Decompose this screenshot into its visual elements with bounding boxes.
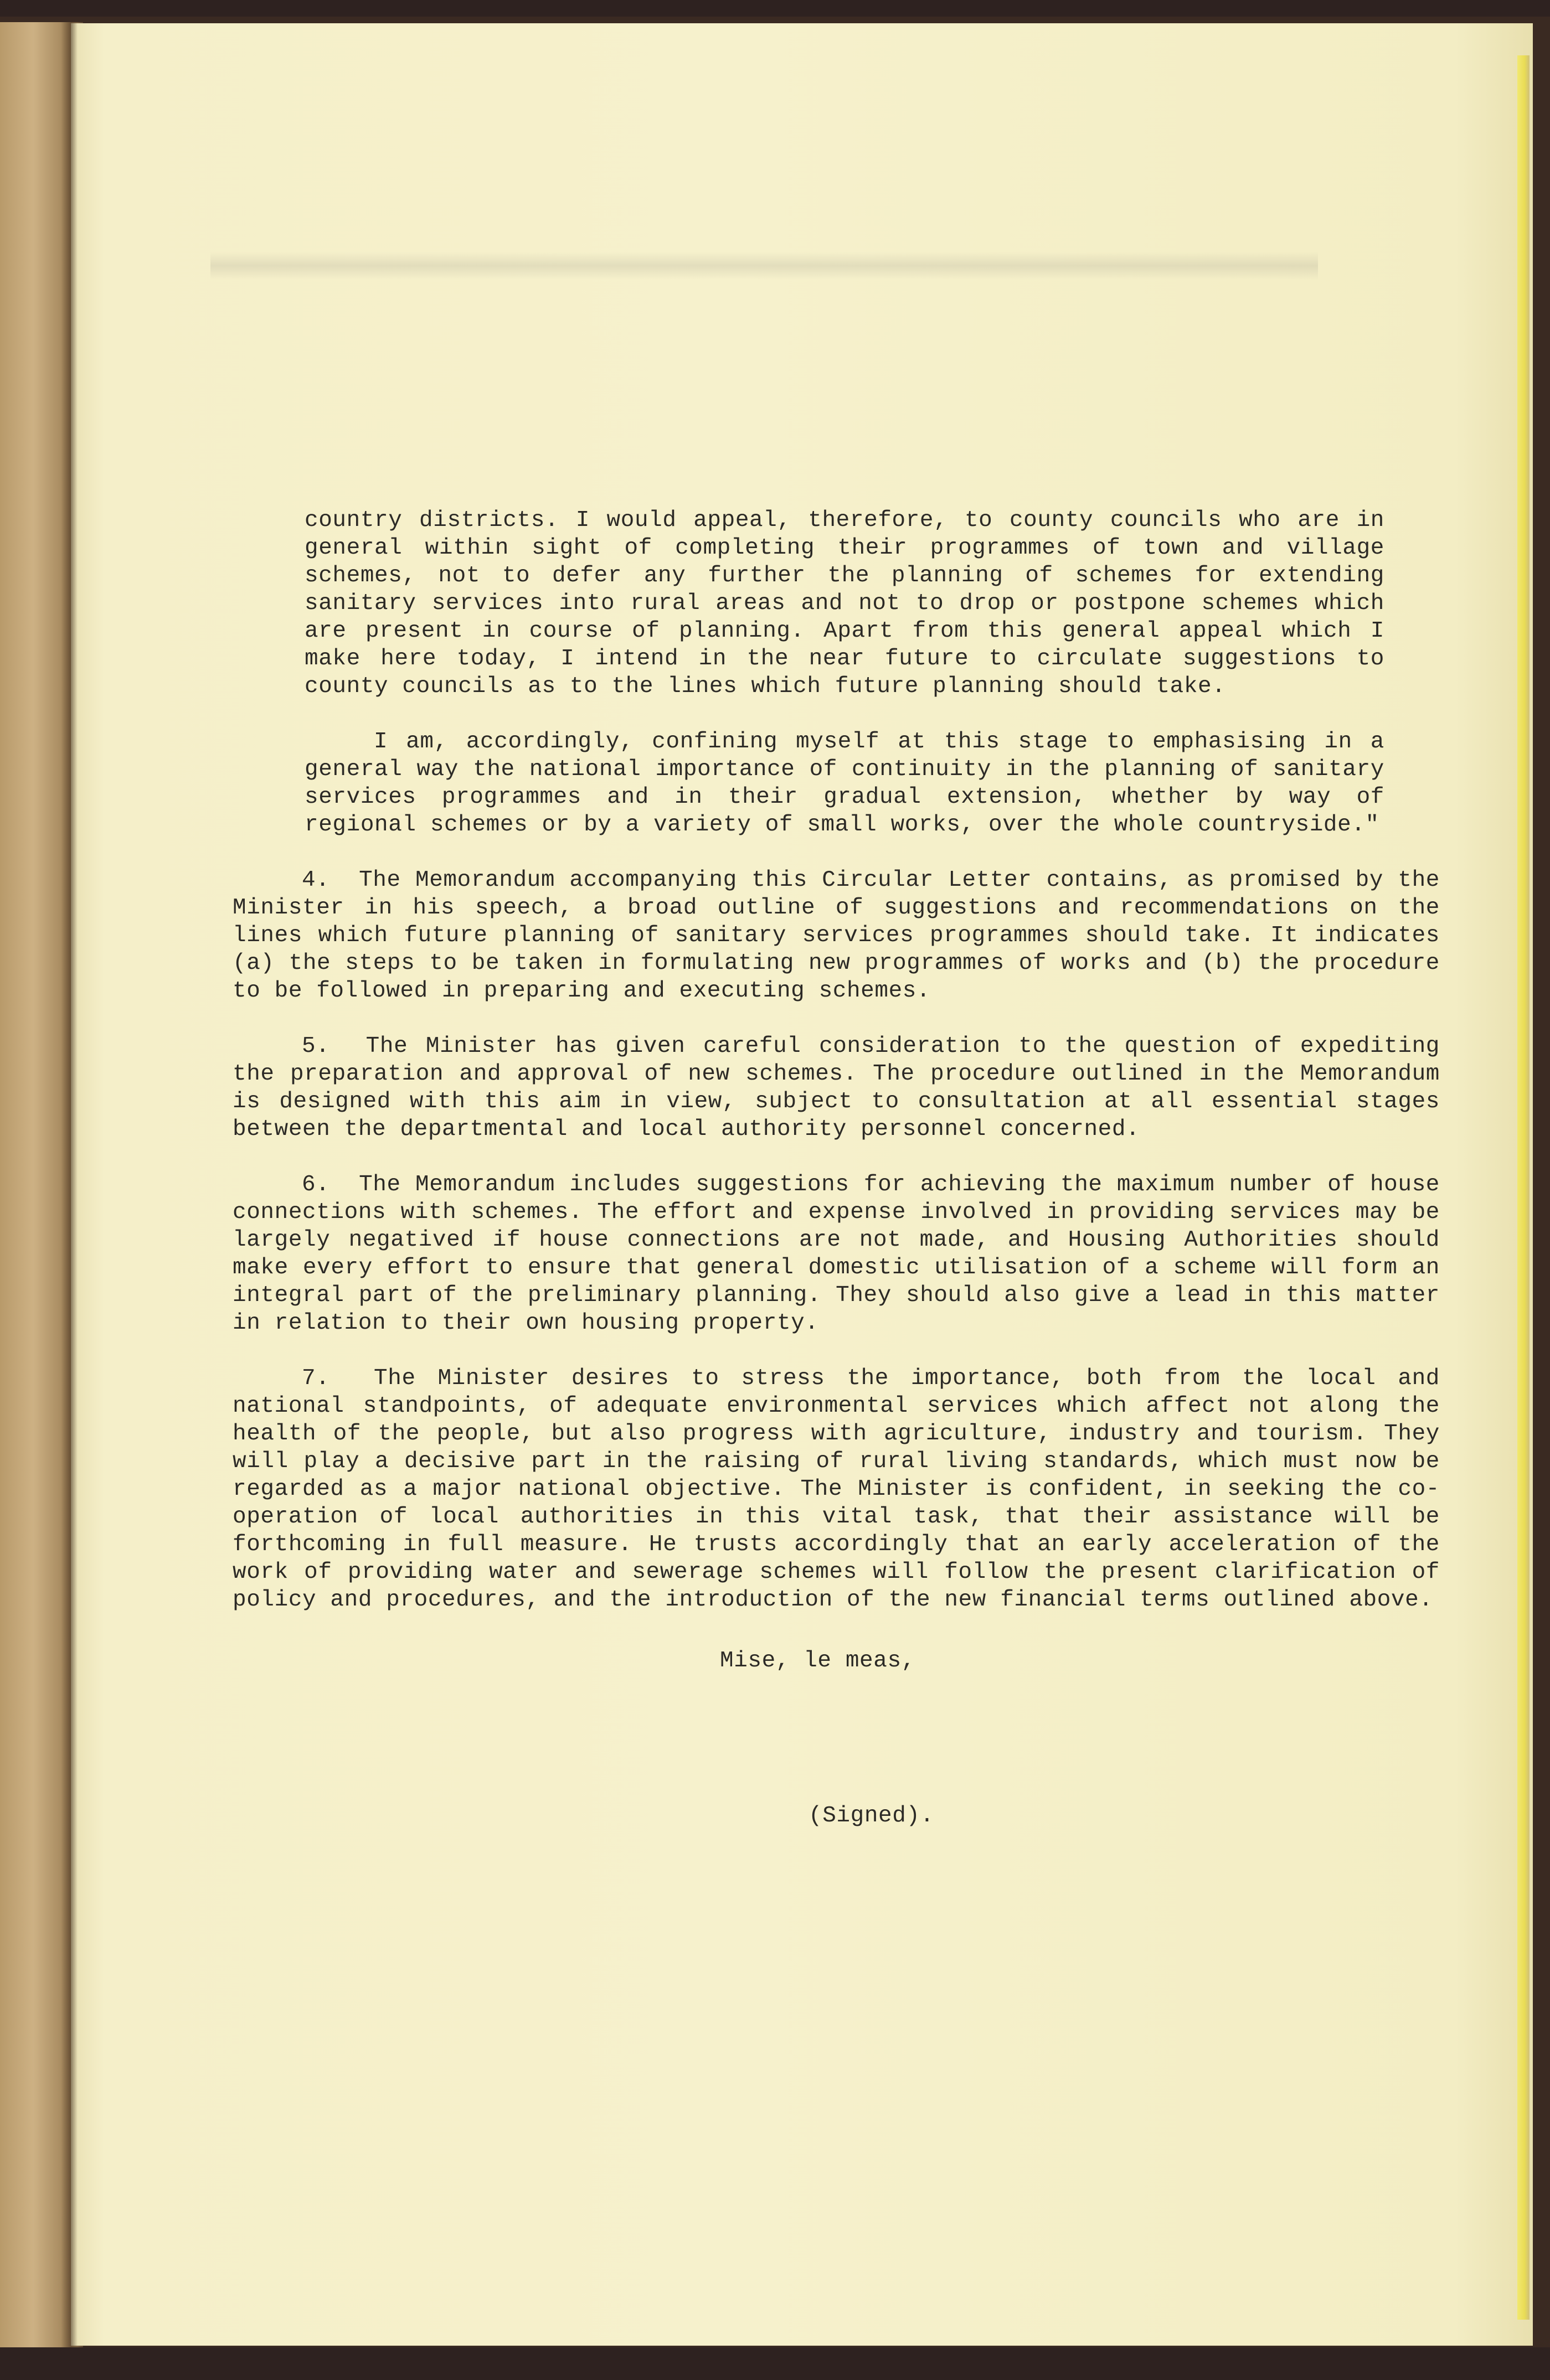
paragraph-text: The Memorandum includes suggestions for achieving the maximum number of house connections with schemes. The effort and expense involved in providing services may be largely negatived if house connections are not made, and Housing Authorities should make every effort to ensure that general domestic utilisation of a scheme will form an integral part of the preliminary planning. They should also give a lead in this matter in relation to their own housing property. <box>233 1172 1440 1336</box>
paragraph-6 <box>233 1171 1440 1337</box>
paragraph-number: 4. <box>302 868 330 893</box>
binding-gutter <box>61 22 78 2347</box>
paragraph-number: 5. <box>302 1034 330 1059</box>
closing-salutation: Mise, le meas, <box>720 1648 915 1674</box>
scan-border-top <box>0 0 1550 17</box>
paragraph-text: country districts. I would appeal, therefore, to county councils who are in general within sight of completing their programmes of town and village schemes, not to defer any further the planning of schemes for extending sanitary services into rural areas and not to drop or postpone schemes which are present in course of planning. Apart from this general appeal which I make here today, I intend in the near future to circulate suggestions to county councils as to the lines which future planning should take. <box>305 508 1384 699</box>
paragraph-continuation <box>305 507 1384 700</box>
paragraph-7 <box>233 1365 1440 1614</box>
paragraph-number: 6. <box>302 1172 330 1197</box>
paragraph-text: I am, accordingly, confining myself at this stage to emphasising in a general way the national importance of continuity in the planning of sanitary services programmes and in their gradual extension, whether by way of regional schemes or by a variety of small works, over the whole countryside." <box>305 729 1384 838</box>
paragraph-5 <box>233 1032 1440 1143</box>
paragraph-4 <box>233 866 1440 1005</box>
yellow-page-edge <box>1517 55 1530 2320</box>
scan-border-bottom <box>0 2347 1550 2380</box>
paragraph-text: The Memorandum accompanying this Circular Letter contains, as promised by the Minister in his speech, a broad outline of suggestions and recommendations on the lines which future planning of sanitary services programmes should take. It indicates (a) the steps to be taken in formulating new programmes of works and (b) the procedure to be followed in preparing and executing schemes. <box>233 868 1440 1004</box>
paragraph-quote-end <box>305 728 1384 839</box>
signature-line: (Signed). <box>809 1803 934 1829</box>
paragraph-number: 7. <box>302 1366 330 1391</box>
letter-body <box>233 507 1451 1830</box>
paragraph-text: The Minister desires to stress the importance, both from the local and national standpoints, of adequate environmental services which affect not along the health of the people, but also progress with agriculture, industry and tourism. They will play a decisive part in the raising of rural living standards, which must now be regarded as a major national objective. The Minister is confident, in seeking the co-operation of local authorities in this vital task, that their assistance will be forthcoming in full measure. He trusts accordingly that an early acceleration of the work of providing water and sewerage schemes will follow the present clarification of policy and procedures, and the introduction of the new financial terms outlined above. <box>233 1366 1440 1613</box>
paragraph-text: The Minister has given careful consideration to the question of expediting the preparation and approval of new schemes. The procedure outlined in the Memorandum is designed with this aim in view, subject to consultation at all essential stages between the departmental and local authority personnel concerned. <box>233 1034 1440 1142</box>
show-through-shade <box>210 252 1318 280</box>
